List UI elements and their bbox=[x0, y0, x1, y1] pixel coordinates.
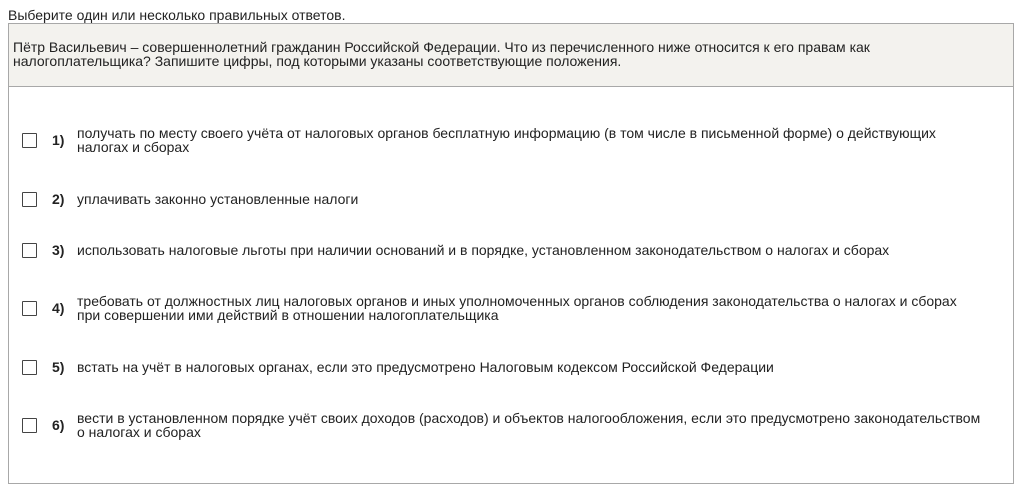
option-6-text: вести в установленном порядке учёт своих доходов (расходов) и объектов налогообложения, если это предусмотрено законодательством о налогах и сборах bbox=[77, 410, 981, 440]
option-1-checkbox[interactable] bbox=[22, 133, 37, 148]
option-2-number: 2) bbox=[52, 191, 65, 207]
option-5-number: 5) bbox=[52, 359, 65, 375]
option-5-checkbox[interactable] bbox=[22, 360, 37, 375]
option-2-text: уплачивать законно установленные налоги bbox=[77, 191, 359, 207]
option-4-number: 4) bbox=[52, 300, 65, 316]
option-4[interactable] bbox=[9, 288, 1013, 328]
instruction-text: Выберите один или несколько правильных ответов. bbox=[8, 7, 346, 23]
option-3-text: использовать налоговые льготы при наличии оснований и в порядке, установленном законодательством о налогах и сборах bbox=[77, 242, 890, 258]
option-5-text: встать на учёт в налоговых органах, если это предусмотрено Налоговым кодексом Российской Федерации bbox=[77, 359, 774, 375]
option-3-number: 3) bbox=[52, 242, 65, 258]
option-1-number: 1) bbox=[52, 132, 65, 148]
option-6[interactable] bbox=[9, 405, 1013, 445]
option-1[interactable] bbox=[9, 120, 1013, 160]
option-6-checkbox[interactable] bbox=[22, 418, 37, 433]
task-box bbox=[8, 23, 1014, 484]
option-2-checkbox[interactable] bbox=[22, 192, 37, 207]
option-2[interactable] bbox=[9, 179, 1013, 219]
option-5[interactable] bbox=[9, 347, 1013, 387]
option-4-checkbox[interactable] bbox=[22, 301, 37, 316]
option-3[interactable] bbox=[9, 230, 1013, 270]
option-6-number: 6) bbox=[52, 417, 65, 433]
option-3-checkbox[interactable] bbox=[22, 243, 37, 258]
option-1-text: получать по месту своего учёта от налоговых органов бесплатную информацию (в том числе в письменной форме) о действующих налогах и сборах bbox=[77, 125, 936, 155]
option-4-text: требовать от должностных лиц налоговых органов и иных уполномоченных органов соблюдения законодательства о налогах и сборах при совершении ими действий в отношении налогоплательщика bbox=[77, 293, 957, 323]
question-text: Пётр Васильевич – совершеннолетний гражданин Российской Федерации. Что из перечисленного ниже относится к его правам как налогоплательщика? Запишите цифры, под которыми указаны соответствующие положения. bbox=[9, 24, 1013, 87]
